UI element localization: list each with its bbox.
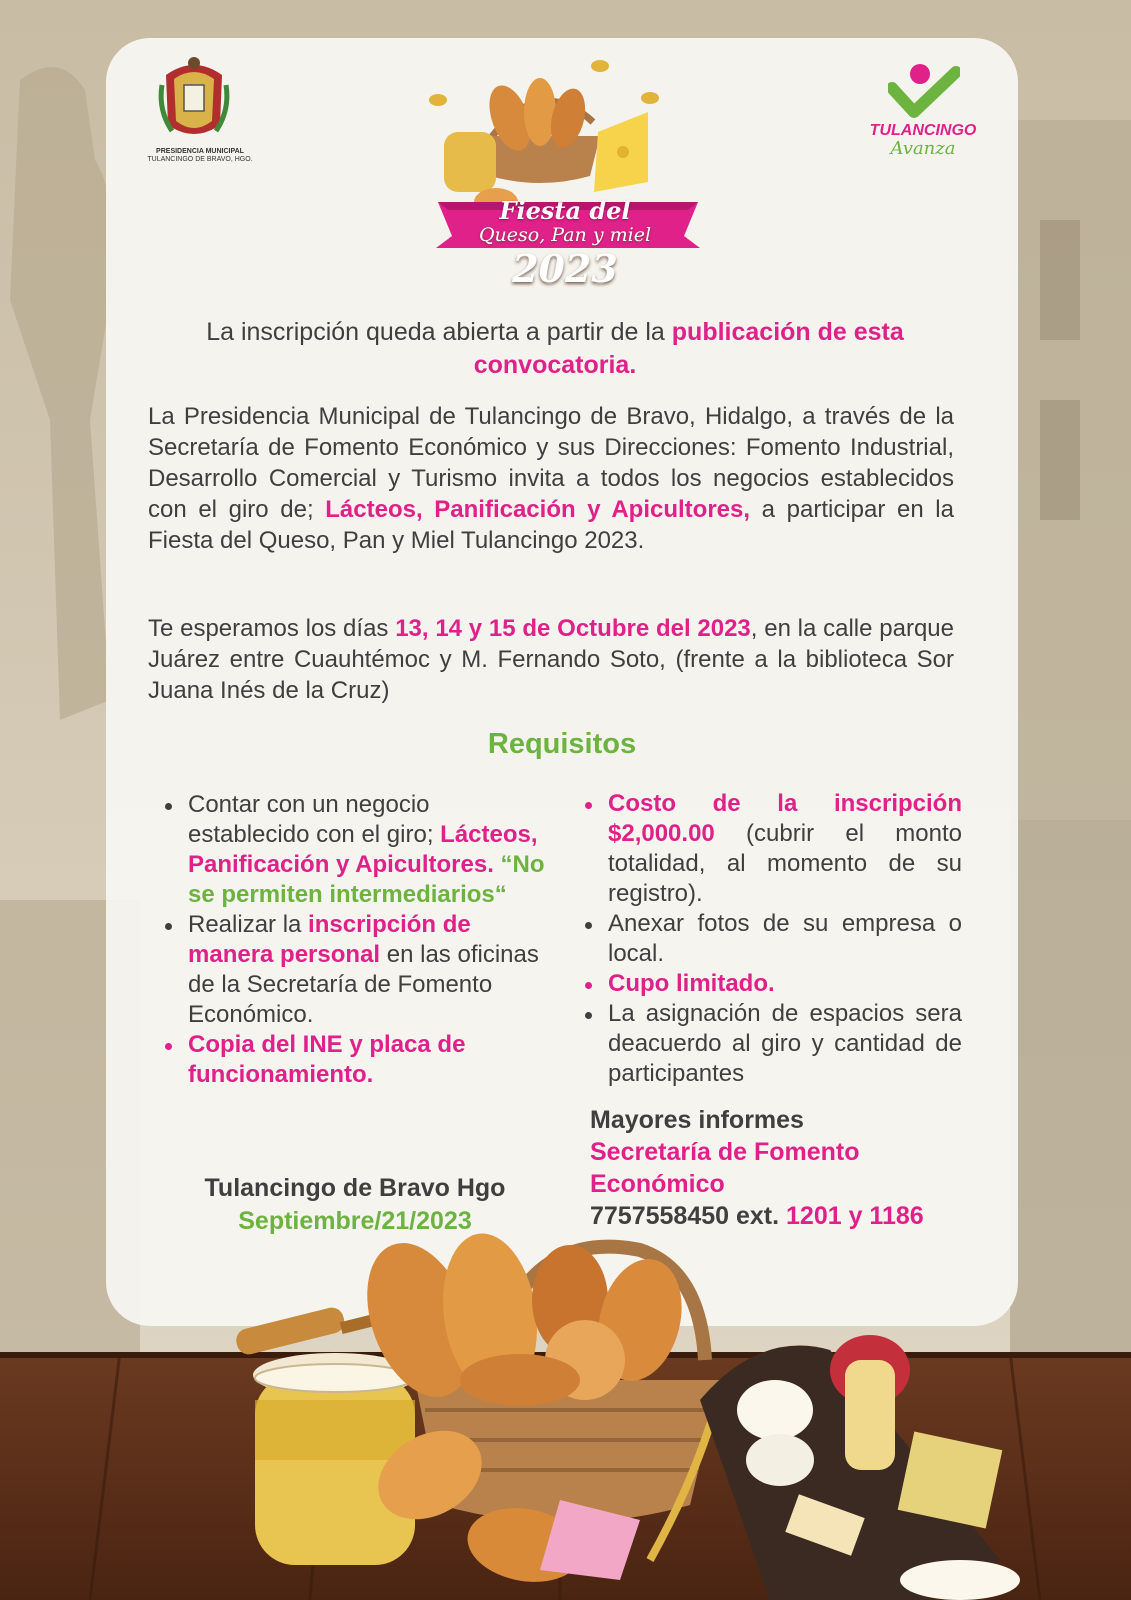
requirement-cost (578, 789, 962, 909)
req-limited-highlight: Cupo limitado. (608, 970, 775, 997)
municipal-logo-line2: TULANCINGO DE BRAVO, HGO. (147, 156, 253, 163)
req-business-text: Contar con un negocio establecido con el giro; (188, 791, 441, 848)
tulancingo-check-icon (888, 62, 960, 120)
cheese-board-icon (700, 1335, 1020, 1600)
contact-office: Secretaría de Fomento Económico (590, 1138, 860, 1198)
req-documents-highlight: Copia del INE y placa de funcionamiento. (188, 1031, 466, 1088)
contact-block (590, 1104, 930, 1232)
municipal-seal-icon (158, 55, 230, 143)
contact-title: Mayores informes (590, 1106, 804, 1134)
signature-block (160, 1172, 550, 1238)
req-photos-text: Anexar fotos de su empresa o local. (608, 910, 962, 967)
requirement-limited (578, 969, 962, 999)
requirements-left-column (158, 790, 548, 1090)
req-cost-highlight: Costo de la inscripción $2,000.00 (608, 790, 962, 847)
intro-text (145, 316, 965, 382)
contact-extensions: 1201 y 1186 (786, 1202, 924, 1230)
requirement-registration (158, 910, 548, 1030)
intro-highlight: publicación de esta convocatoria. (473, 318, 904, 379)
requirement-documents (158, 1030, 548, 1090)
municipal-logo-text (130, 148, 270, 164)
requirement-business (158, 790, 548, 910)
requirements-right-column (578, 789, 962, 1089)
signature-place: Tulancingo de Bravo Hgo (204, 1174, 506, 1202)
dates-part2: , en la calle parque Juárez entre Cuauhtémoc y M. Fernando Soto, (frente a la biblioteca Sor Juana Inés de la Cruz) (148, 615, 954, 704)
contact-phone: 7757558450 ext. (590, 1202, 787, 1230)
intro-part1: La inscripción queda abierta a partir de la (206, 318, 672, 346)
signature-date: Septiembre/21/2023 (238, 1207, 472, 1235)
invitation-part2: a participar en la Fiesta del Queso, Pan y Miel Tulancingo 2023. (148, 496, 954, 554)
festival-title: Fiesta del (499, 196, 631, 225)
req-spaces-text: La asignación de espacios sera deacuerdo al giro y cantidad de participantes (608, 1000, 962, 1087)
festival-year: 2023 (512, 246, 618, 291)
req-business-highlight: Lácteos, Panificación y Apicultores. (188, 821, 538, 878)
dates-part1: Te esperamos los días (148, 615, 396, 642)
req-business-note: “No se permiten intermediarios“ (188, 851, 545, 908)
invitation-highlight: Lácteos, Panificación y Apicultores, (325, 496, 751, 523)
req-registration-part2: en las oficinas de la Secretaría de Fomento Económico. (188, 941, 539, 1028)
req-registration-highlight: inscripción de manera personal (188, 911, 471, 968)
requirements-title: Requisitos (487, 728, 637, 760)
req-registration-part1: Realizar la (188, 911, 309, 938)
tulancingo-wordmark: TULANCINGO (869, 122, 977, 139)
festival-subtitle: Queso, Pan y miel (478, 224, 652, 246)
invitation-part1: La Presidencia Municipal de Tulancingo de Bravo, Hidalgo, a través de la Secretaría de Fomento Económico y sus Direcciones: Fomento Industrial, Desarrollo Comercial y Turismo invita a todos los negocios establecidos con el giro de; (148, 403, 954, 523)
invitation-paragraph (148, 401, 954, 556)
req-cost-text: (cubrir el monto totalidad, al momento de su registro). (608, 820, 962, 907)
avanza-tagline: Avanza (890, 138, 956, 159)
requirement-spaces (578, 999, 962, 1089)
requirement-photos (578, 909, 962, 969)
event-dates-paragraph (148, 613, 954, 706)
municipal-logo-line1: PRESIDENCIA MUNICIPAL (156, 148, 244, 155)
dates-highlight: 13, 14 y 15 de Octubre del 2023 (395, 615, 751, 642)
